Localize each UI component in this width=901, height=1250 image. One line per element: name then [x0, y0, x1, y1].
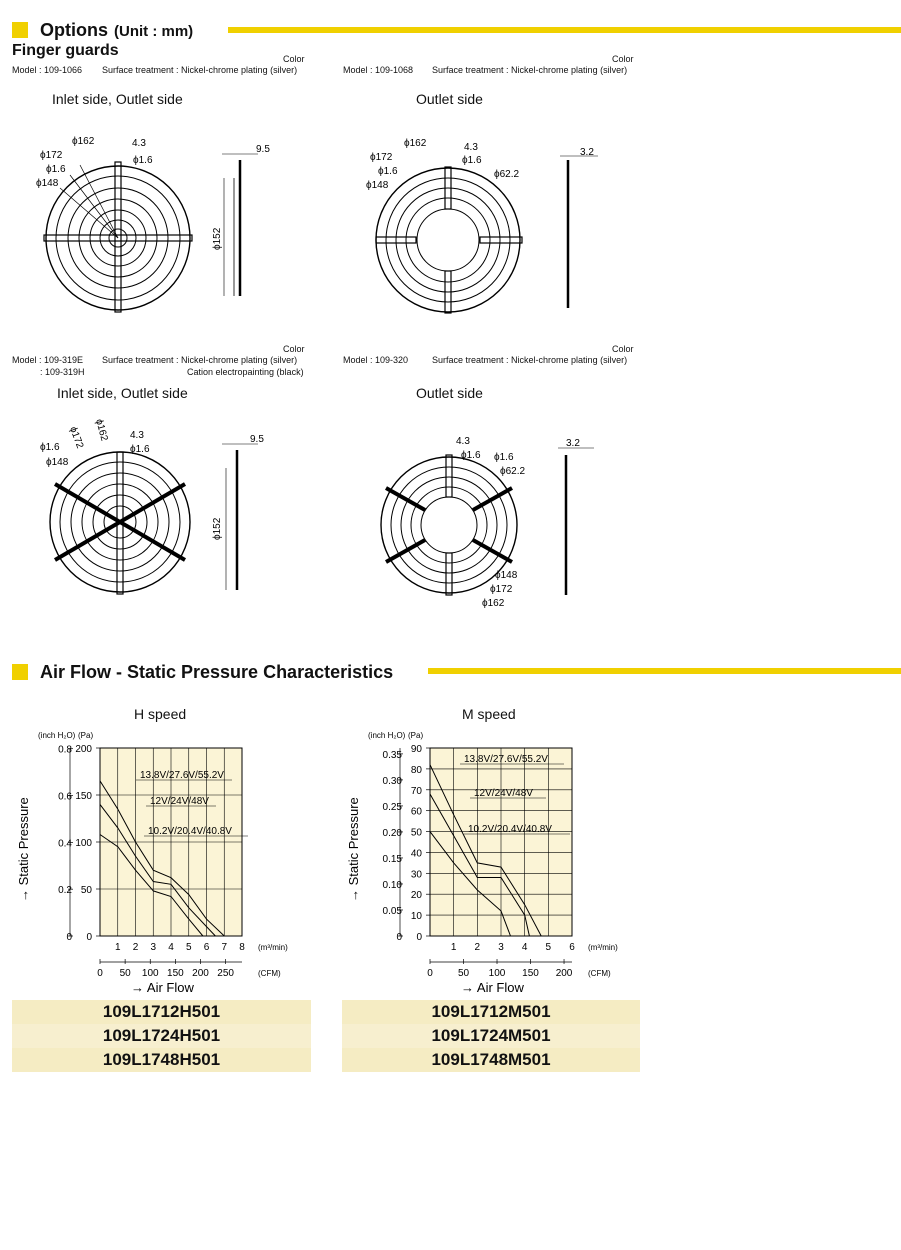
chart-title-h: H speed: [134, 706, 187, 722]
x-tick-label-cfm: 150: [522, 968, 539, 979]
y-tick-label-pa: 10: [410, 911, 422, 923]
x-tick-label: 2: [474, 942, 481, 953]
model-label: Model : 109-1066: [12, 65, 83, 75]
y-tick-label-inch: 0.30: [382, 775, 402, 787]
dim-label: ϕ148: [495, 570, 518, 581]
dim-label: ϕ172: [67, 425, 86, 450]
x-tick-label: 4: [168, 942, 174, 953]
y-unit-inch: (inch H₂O): [368, 731, 406, 740]
x-tick-label: 6: [203, 942, 210, 953]
dim-label: ϕ1.6: [46, 164, 66, 175]
side-label: Outlet side: [416, 91, 483, 107]
series-label: 13.8V/27.6V/55.2V: [464, 754, 548, 765]
color-label: Color: [612, 54, 634, 64]
dim-label: ϕ148: [46, 457, 69, 468]
m-speed-chart: [340, 728, 640, 998]
x-unit-m3: (m³/min): [588, 943, 618, 952]
guard-1-front-view: [44, 162, 192, 312]
x-tick-label: 1: [450, 942, 457, 953]
x-tick-label-cfm: 200: [192, 968, 209, 979]
dim-label: 9.5: [250, 434, 264, 445]
airflow-title: Air Flow - Static Pressure Characteristics: [40, 661, 394, 682]
guard-drawings: [0, 110, 660, 630]
airflow-header: [12, 660, 393, 684]
x-tick-label-cfm: 100: [488, 968, 506, 979]
series-label: 13.8V/27.6V/55.2V: [140, 770, 224, 781]
y-unit-pa: (Pa): [408, 731, 424, 740]
x-unit-cfm: (CFM): [258, 969, 281, 978]
model-number: 109L1712H501: [102, 1002, 221, 1021]
x-tick-label-cfm: 0: [427, 968, 433, 979]
model-number: 109L1724H501: [12, 1024, 311, 1048]
dim-label: 4.3: [130, 430, 144, 441]
series-label: 12V/24V/48V: [474, 788, 533, 799]
x-tick-label-cfm: 200: [555, 968, 573, 979]
y-tick-label-inch: 0.15: [382, 853, 402, 865]
y-tick-label-pa: 50: [80, 885, 92, 896]
series-label: 10.2V/20.4V/40.8V: [148, 826, 232, 837]
finger-guards-title: Finger guards: [12, 42, 119, 59]
y-tick-label-pa: 40: [410, 848, 422, 860]
y-tick-label-inch: 0.05: [382, 905, 402, 917]
guard-4-side-view: [558, 448, 594, 595]
surface-label: Surface treatment : Nickel-chrome plating (silver): [432, 355, 628, 365]
dim-label: 4.3: [456, 436, 470, 447]
y-tick-label-pa: 60: [410, 806, 422, 818]
dim-label: ϕ162: [93, 417, 110, 443]
x-unit-m3: (m³/min): [258, 943, 288, 952]
side-label: Outlet side: [416, 385, 483, 401]
guard-2-front-view: [376, 167, 522, 313]
h-model-list: [12, 1000, 311, 1072]
airflow-divider: [428, 668, 901, 674]
dim-label: 9.5: [256, 144, 270, 155]
model-number: 109L1748M501: [431, 1050, 551, 1069]
y-tick-label-pa: 150: [75, 791, 92, 802]
surface-label-2: Cation electropainting (black): [187, 367, 304, 377]
y-unit-pa: (Pa): [78, 731, 94, 740]
x-tick-label: 2: [132, 942, 139, 953]
dim-label: ϕ1.6: [494, 452, 514, 463]
x-tick-label-cfm: 150: [167, 968, 184, 979]
model-number: 109L1748H501: [102, 1050, 221, 1069]
x-tick-label: 4: [521, 942, 528, 953]
y-tick-label-inch: 0: [396, 932, 402, 943]
y-tick-label-pa: 200: [75, 744, 92, 755]
model-label: Model : 109-319E: [12, 355, 84, 365]
y-tick-label-inch: 0.10: [382, 879, 402, 891]
y-tick-label-inch: 0.20: [382, 827, 402, 839]
section-marker: [12, 22, 28, 38]
y-tick-label-inch: 0.25: [382, 801, 402, 813]
x-tick-label: 5: [185, 942, 192, 953]
x-axis-label: → Air Flow: [131, 980, 194, 995]
dim-label: ϕ1.6: [378, 166, 398, 177]
model-label: Model : 109-1068: [343, 65, 414, 75]
y-tick-label-pa: 30: [410, 869, 422, 881]
x-tick-label: 5: [545, 942, 552, 953]
x-tick-label: 3: [150, 942, 157, 953]
x-tick-label: 8: [239, 942, 245, 953]
y-tick-label-pa: 0: [86, 932, 92, 943]
y-tick-label-pa: 50: [410, 827, 422, 839]
dim-label: ϕ1.6: [130, 444, 150, 455]
color-label: Color: [283, 54, 305, 64]
model-number: 109L1724M501: [342, 1024, 640, 1048]
dim-label: ϕ172: [490, 584, 513, 595]
dim-label: ϕ1.6: [133, 155, 153, 166]
y-tick-label-inch: 0.35: [382, 749, 402, 761]
surface-label: Surface treatment : Nickel-chrome plating (silver): [102, 65, 298, 75]
dim-label: ϕ162: [404, 138, 427, 149]
guard-1-side-view: [222, 154, 258, 296]
y-tick-label-inch: 0.6: [58, 791, 72, 803]
dim-label: ϕ148: [36, 178, 59, 189]
x-tick-label: 7: [221, 942, 228, 953]
side-label: Inlet side, Outlet side: [52, 91, 183, 107]
series-label: 12V/24V/48V: [150, 796, 209, 807]
guard-2-side-view: [560, 156, 598, 308]
dim-label: ϕ1.6: [461, 450, 481, 461]
dim-label: ϕ152: [212, 517, 223, 540]
dim-label: ϕ1.6: [462, 155, 482, 166]
y-tick-label-pa: 20: [410, 890, 422, 902]
dim-label: 3.2: [580, 147, 594, 158]
dim-label: 3.2: [566, 438, 580, 449]
dim-label: ϕ162: [482, 598, 505, 609]
x-tick-label: 6: [569, 942, 575, 953]
m-model-list: [342, 1000, 640, 1072]
model-label: Model : 109-320: [343, 355, 409, 365]
dim-label: ϕ1.6: [40, 442, 60, 453]
surface-label: Surface treatment : Nickel-chrome plating (silver): [102, 355, 298, 365]
y-axis-label: → Static Pressure: [16, 797, 31, 902]
x-axis-label: → Air Flow: [461, 980, 524, 995]
dim-label: ϕ172: [40, 150, 63, 161]
section-marker: [12, 664, 28, 680]
model-label-2: : 109-319H: [40, 367, 85, 377]
series-label: 10.2V/20.4V/40.8V: [468, 824, 552, 835]
options-header: [12, 18, 193, 42]
dim-label: ϕ62.2: [494, 169, 520, 180]
options-title: Options (Unit : mm): [40, 19, 194, 40]
y-tick-label-inch: 0.2: [58, 885, 72, 897]
dim-label: 4.3: [464, 142, 478, 153]
y-tick-label-pa: 0: [416, 932, 422, 943]
x-tick-label-cfm: 50: [457, 968, 470, 979]
y-unit-inch: (inch H₂O): [38, 731, 76, 740]
x-tick-label: 3: [498, 942, 504, 953]
dim-label: ϕ162: [72, 136, 95, 147]
y-tick-label-pa: 100: [75, 838, 92, 849]
model-number: 109L1712M501: [431, 1002, 551, 1021]
x-tick-label-cfm: 100: [141, 968, 159, 979]
dim-label: ϕ172: [370, 152, 393, 163]
y-tick-label-pa: 80: [410, 764, 422, 776]
dim-label: ϕ152: [212, 227, 223, 250]
x-unit-cfm: (CFM): [588, 969, 611, 978]
x-tick-label: 1: [114, 942, 121, 953]
dim-label: ϕ148: [366, 180, 389, 191]
x-tick-label-cfm: 250: [217, 968, 234, 979]
side-label: Inlet side, Outlet side: [57, 385, 188, 401]
dim-label: ϕ62.2: [500, 466, 526, 477]
y-tick-label-inch: 0.8: [58, 744, 72, 756]
color-label: Color: [283, 344, 305, 354]
x-tick-label-cfm: 50: [119, 968, 131, 979]
dim-label: 4.3: [132, 138, 146, 149]
y-tick-label-pa: 90: [410, 744, 422, 755]
y-tick-label-inch: 0.4: [58, 838, 72, 850]
y-axis-label: → Static Pressure: [346, 797, 361, 902]
guard-3-front-view: [50, 452, 190, 594]
chart-title-m: M speed: [462, 706, 516, 722]
surface-label: Surface treatment : Nickel-chrome plating (silver): [432, 65, 628, 75]
x-tick-label-cfm: 0: [97, 968, 103, 979]
y-tick-label-inch: 0: [66, 932, 72, 943]
y-tick-label-pa: 70: [410, 785, 422, 797]
guard-3-side-view: [222, 444, 258, 590]
h-speed-chart: [10, 728, 310, 998]
options-divider: [228, 27, 901, 33]
color-label: Color: [612, 344, 634, 354]
